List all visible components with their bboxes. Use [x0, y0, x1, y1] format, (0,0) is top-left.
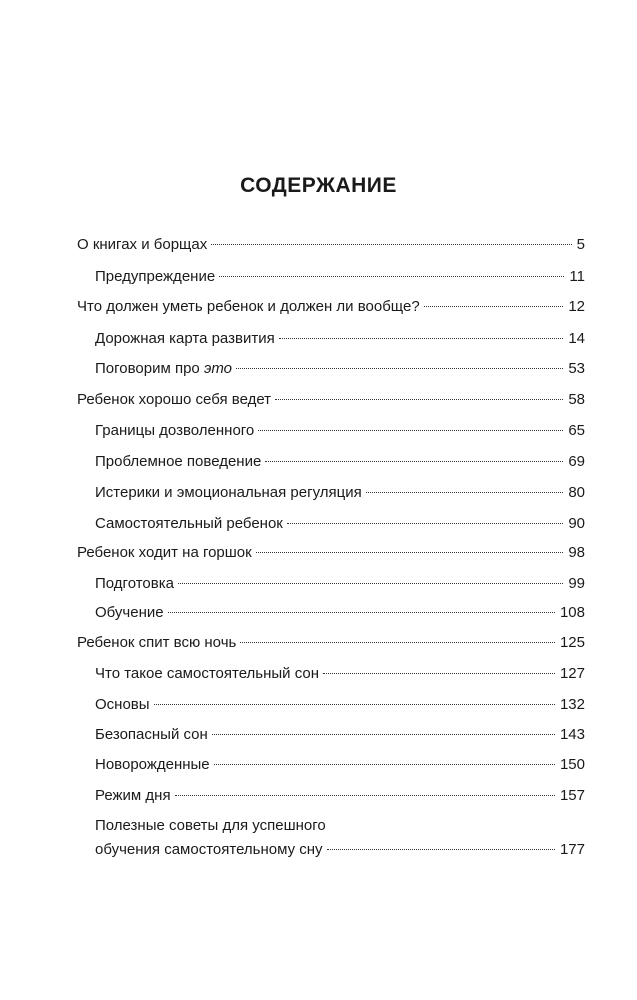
toc-entry[interactable] [95, 452, 585, 472]
toc-entry[interactable] [95, 574, 585, 594]
toc-entry[interactable] [77, 633, 585, 653]
toc-entry-title: О книгах и борщах [77, 236, 208, 253]
toc-entry-title-emphasis: это [203, 360, 232, 377]
toc-entry[interactable] [95, 603, 585, 623]
toc-entry-title: Самостоятельный ребенок [95, 515, 283, 532]
toc-dot-leader [323, 673, 555, 674]
toc-dot-leader [214, 764, 555, 765]
toc-entry[interactable] [95, 421, 585, 441]
toc-entry-page: 58 [568, 391, 585, 408]
toc-entry-page: 132 [559, 696, 585, 713]
toc-entry-title: Обучение [95, 604, 164, 621]
toc-entry-title: Поговорим про это [95, 360, 232, 377]
toc-dot-leader [256, 552, 564, 553]
toc-entry-page: 80 [568, 484, 585, 501]
toc-entry-title: Подготовка [95, 575, 174, 592]
toc-entry-title: Проблемное поведение [95, 453, 262, 470]
toc-entry[interactable] [95, 695, 585, 715]
toc-entry-page: 157 [559, 787, 585, 804]
toc-dot-leader [327, 849, 555, 850]
toc-entry[interactable] [77, 235, 585, 255]
toc-dot-leader [178, 583, 563, 584]
toc-entry[interactable] [77, 297, 585, 317]
toc-entry[interactable] [77, 390, 585, 410]
toc-entry[interactable] [77, 543, 585, 563]
toc-dot-leader [240, 642, 555, 643]
toc-entry-title: Ребенок хорошо себя ведет [77, 391, 272, 408]
toc-entry-page: 127 [559, 665, 585, 682]
toc-dot-leader [279, 338, 564, 339]
toc-entry-page: 150 [559, 756, 585, 773]
toc-entry-page: 143 [559, 726, 585, 743]
toc-entry-title: Безопасный сон [95, 726, 208, 743]
toc-entry-page: 65 [568, 422, 585, 439]
toc-entry-page: 177 [559, 841, 585, 858]
toc-entry-title: Новорожденные [95, 756, 210, 773]
toc-entry[interactable] [95, 514, 585, 534]
toc-entry-page: 12 [568, 298, 585, 315]
toc-entry-title: Границы дозволенного [95, 422, 255, 439]
toc-entry[interactable] [95, 725, 585, 745]
toc-entry-title: Что должен уметь ребенок и должен ли вообще? [77, 298, 420, 315]
toc-dot-leader [366, 492, 564, 493]
toc-entry-page: 90 [568, 515, 585, 532]
toc-entry-page: 125 [559, 634, 585, 651]
toc-dot-leader [211, 244, 571, 245]
toc-entry-title-line2: обучения самостоятельному сну [95, 841, 323, 858]
toc-entry[interactable] [95, 267, 585, 287]
toc-entry-title: Истерики и эмоциональная регуляция [95, 484, 362, 501]
toc-entry-page: 14 [568, 330, 585, 347]
toc-entry-page: 98 [568, 544, 585, 561]
toc-entry[interactable] [95, 840, 585, 860]
toc-entry-title: Основы [95, 696, 150, 713]
toc-entry-title: Что такое самостоятельный сон [95, 665, 320, 682]
toc-dot-leader [265, 461, 563, 462]
toc-entry[interactable] [95, 483, 585, 503]
toc-entry-page: 108 [559, 604, 585, 621]
toc-dot-leader [154, 704, 555, 705]
toc-entry[interactable] [95, 664, 585, 684]
toc-dot-leader [236, 368, 563, 369]
toc-entry-title: Режим дня [95, 787, 171, 804]
toc-entry-page: 69 [568, 453, 585, 470]
toc-entry[interactable] [95, 786, 585, 806]
toc-entry-page: 53 [568, 360, 585, 377]
toc-dot-leader [175, 795, 555, 796]
toc-dot-leader [275, 399, 563, 400]
toc-dot-leader [219, 276, 564, 277]
page-title: СОДЕРЖАНИЕ [240, 174, 397, 197]
toc-entry[interactable] [95, 329, 585, 349]
toc-entry[interactable] [95, 359, 585, 379]
toc-entry-page: 99 [568, 575, 585, 592]
toc-dot-leader [258, 430, 563, 431]
toc-dot-leader [212, 734, 555, 735]
toc-entry-title: Ребенок ходит на горшок [77, 544, 252, 561]
toc-entry-title: Ребенок спит всю ночь [77, 634, 237, 651]
toc-entry-page: 11 [569, 268, 585, 285]
toc-entry-page: 5 [576, 236, 585, 253]
toc-entry-title-line1[interactable]: Полезные советы для успешного [95, 817, 326, 834]
toc-entry-title: Предупреждение [95, 268, 216, 285]
toc-entry-title: Дорожная карта развития [95, 330, 275, 347]
toc-entry[interactable] [95, 755, 585, 775]
toc-dot-leader [168, 612, 555, 613]
toc-dot-leader [424, 306, 564, 307]
toc-dot-leader [287, 523, 563, 524]
